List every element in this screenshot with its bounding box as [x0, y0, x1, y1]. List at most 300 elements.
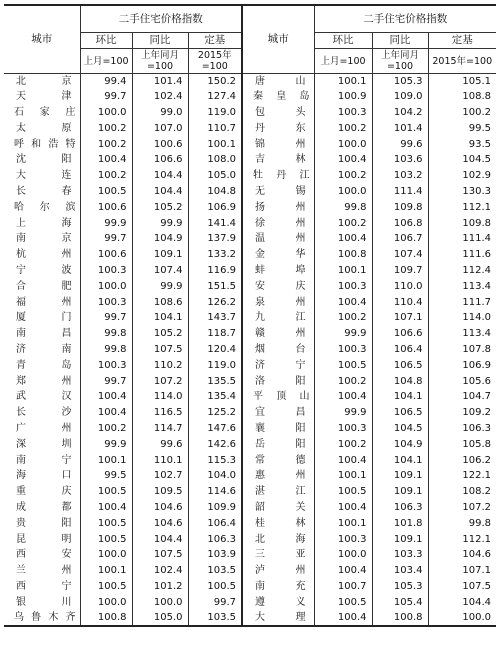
left-mom-cell: 100.4	[80, 389, 132, 405]
left-base-cell: 143.7	[188, 310, 242, 326]
left-base-cell: 114.6	[188, 484, 242, 500]
right-yoy-cell: 104.9	[372, 437, 428, 453]
left-mom-cell: 100.4	[80, 405, 132, 421]
right-yoy-cell: 104.5	[372, 421, 428, 437]
right-base-cell: 113.4	[462, 280, 492, 292]
left-base-cell: 142.6	[188, 437, 242, 453]
left-mom-cell: 100.5	[80, 184, 132, 200]
table-row	[4, 121, 496, 137]
left-mom-cell: 99.4	[80, 74, 132, 90]
left-yoy-cell: 105.2	[132, 200, 188, 216]
right-city-cell: 岳阳	[242, 437, 314, 453]
table-row	[4, 453, 496, 469]
table-row	[4, 200, 496, 216]
left-base-cell: 133.2	[188, 247, 242, 263]
table-row	[4, 500, 496, 516]
table-row	[4, 342, 496, 358]
left-city-cell: 长春	[4, 184, 80, 200]
left-mom-cell: 99.7	[80, 89, 132, 105]
table-row	[4, 295, 496, 311]
right-base-cell: 112.1	[462, 201, 492, 213]
right-mom-cell: 100.5	[314, 484, 372, 500]
left-base-cell: 103.9	[188, 547, 242, 563]
left-mom-cell: 100.0	[80, 105, 132, 121]
right-yoy-cell: 107.4	[372, 247, 428, 263]
right-mom-cell: 100.4	[314, 231, 372, 247]
left-yoy-cell: 110.1	[132, 453, 188, 469]
left-city-cell: 广州	[4, 421, 80, 437]
left-yoy-cell: 100.6	[132, 137, 188, 153]
table-row	[4, 484, 496, 500]
left-city-cell: 济南	[4, 342, 80, 358]
left-city-cell: 厦门	[4, 310, 80, 326]
right-yoy-cell: 110.4	[372, 295, 428, 311]
right-base-cell: 104.7	[462, 391, 492, 403]
left-city-cell: 重庆	[4, 484, 80, 500]
left-mom-cell: 100.1	[80, 563, 132, 579]
right-yoy-cell: 110.0	[372, 279, 428, 295]
right-city-cell: 扬州	[242, 200, 314, 216]
left-city-cell: 南昌	[4, 326, 80, 342]
left-yoy-cell: 106.6	[132, 152, 188, 168]
left-city-cell: 南宁	[4, 453, 80, 469]
left-yoy-cell: 110.2	[132, 358, 188, 374]
table-row	[4, 184, 496, 200]
table-row	[4, 579, 496, 595]
right-yoy-cell: 99.6	[372, 137, 428, 153]
right-yoy-cell: 107.1	[372, 310, 428, 326]
left-city-cell: 南京	[4, 231, 80, 247]
left-mom-cell: 100.1	[80, 453, 132, 469]
left-base-cell: 104.0	[188, 468, 242, 484]
right-city-cell: 徐州	[242, 216, 314, 232]
right-mom-cell: 100.4	[314, 563, 372, 579]
table-row	[4, 310, 496, 326]
left-base-cell: 147.6	[188, 421, 242, 437]
left-base-cell: 120.4	[188, 342, 242, 358]
right-city-cell: 韶关	[242, 500, 314, 516]
table-row	[4, 516, 496, 532]
left-yoy-cell: 107.2	[132, 374, 188, 390]
right-city-cell: 九江	[242, 310, 314, 326]
right-mom-cell: 100.4	[314, 295, 372, 311]
left-base-cell: 119.0	[188, 358, 242, 374]
right-yoy-cell: 104.2	[372, 105, 428, 121]
left-city-cell: 郑州	[4, 374, 80, 390]
right-city-cell: 无锡	[242, 184, 314, 200]
left-yoy-cell: 104.4	[132, 184, 188, 200]
right-base-cell: 109.2	[462, 407, 492, 419]
left-city-cell: 大连	[4, 168, 80, 184]
left-mom-cell: 100.6	[80, 200, 132, 216]
right-city-cell: 宜昌	[242, 405, 314, 421]
left-yoy-cell: 104.6	[132, 516, 188, 532]
right-base-cell: 130.3	[462, 185, 492, 197]
left-base-cell: 108.0	[188, 152, 242, 168]
right-yoy-cell: 106.3	[372, 500, 428, 516]
right-yoy-header: 同比	[372, 33, 428, 49]
right-mom-cell: 100.2	[314, 374, 372, 390]
left-yoy-cell: 108.6	[132, 295, 188, 311]
left-city-cell: 乌鲁木齐	[4, 611, 80, 627]
right-city-cell: 烟台	[242, 342, 314, 358]
right-city-cell: 牡丹江	[242, 168, 314, 184]
right-city-cell: 吉林	[242, 152, 314, 168]
table-row	[4, 421, 496, 437]
right-yoy-cell: 109.7	[372, 263, 428, 279]
right-base-subheader: 2015年=100	[428, 49, 496, 74]
left-yoy-cell: 105.2	[132, 326, 188, 342]
left-mom-cell: 100.2	[80, 421, 132, 437]
right-yoy-cell: 100.8	[372, 611, 428, 627]
right-base-cell: 112.1	[462, 533, 492, 545]
right-yoy-cell: 109.0	[372, 89, 428, 105]
right-base-cell: 111.7	[462, 296, 492, 308]
left-mom-cell: 100.5	[80, 516, 132, 532]
left-city-cell: 兰州	[4, 563, 80, 579]
right-mom-cell: 100.1	[314, 74, 372, 90]
right-mom-cell: 100.8	[314, 247, 372, 263]
right-city-cell: 洛阳	[242, 374, 314, 390]
left-mom-cell: 100.3	[80, 358, 132, 374]
left-yoy-cell: 107.5	[132, 342, 188, 358]
right-base-cell: 106.2	[462, 454, 492, 466]
right-city-cell: 安庆	[242, 279, 314, 295]
right-mom-cell: 100.1	[314, 263, 372, 279]
left-city-cell: 深圳	[4, 437, 80, 453]
table-row	[4, 74, 496, 90]
left-yoy-cell: 104.4	[132, 532, 188, 548]
table-row	[4, 437, 496, 453]
table-row	[4, 611, 496, 627]
right-city-cell: 秦皇岛	[242, 89, 314, 105]
right-base-cell: 100.2	[462, 106, 492, 118]
left-base-cell: 99.7	[188, 595, 242, 611]
left-city-cell: 宁波	[4, 263, 80, 279]
left-mom-cell: 100.3	[80, 295, 132, 311]
left-city-cell: 西宁	[4, 579, 80, 595]
right-city-cell: 三亚	[242, 547, 314, 563]
left-yoy-cell: 105.0	[132, 611, 188, 627]
right-base-cell: 106.9	[462, 359, 492, 371]
right-yoy-cell: 105.4	[372, 595, 428, 611]
left-yoy-cell: 104.9	[132, 231, 188, 247]
right-yoy-cell: 104.1	[372, 389, 428, 405]
right-mom-cell: 100.4	[314, 611, 372, 627]
left-mom-cell: 100.2	[80, 137, 132, 153]
right-base-cell: 107.8	[462, 343, 492, 355]
left-city-cell: 石家庄	[4, 105, 80, 121]
left-mom-cell: 99.7	[80, 374, 132, 390]
right-base-cell: 122.1	[462, 470, 492, 482]
left-mom-cell: 100.5	[80, 484, 132, 500]
left-city-cell: 福州	[4, 295, 80, 311]
right-yoy-cell: 111.4	[372, 184, 428, 200]
left-yoy-cell: 107.0	[132, 121, 188, 137]
right-base-cell: 105.1	[462, 75, 492, 87]
right-mom-cell: 100.1	[314, 516, 372, 532]
left-base-cell: 137.9	[188, 231, 242, 247]
left-city-cell: 上海	[4, 216, 80, 232]
left-mom-cell: 99.8	[80, 326, 132, 342]
right-base-cell: 111.6	[462, 249, 492, 261]
right-mom-cell: 100.3	[314, 105, 372, 121]
left-base-cell: 141.4	[188, 216, 242, 232]
left-yoy-cell: 102.4	[132, 89, 188, 105]
right-yoy-cell: 106.8	[372, 216, 428, 232]
left-base-header: 定基	[188, 33, 242, 49]
right-city-cell: 温州	[242, 231, 314, 247]
left-yoy-cell: 107.5	[132, 547, 188, 563]
left-yoy-cell: 99.6	[132, 437, 188, 453]
right-yoy-cell: 105.3	[372, 579, 428, 595]
right-city-cell: 襄阳	[242, 421, 314, 437]
right-mom-cell: 100.0	[314, 184, 372, 200]
right-city-cell: 唐山	[242, 74, 314, 90]
right-base-cell: 108.8	[462, 91, 492, 103]
right-city-cell: 济宁	[242, 358, 314, 374]
right-mom-cell: 100.1	[314, 468, 372, 484]
right-city-cell: 泸州	[242, 563, 314, 579]
right-city-cell: 赣州	[242, 326, 314, 342]
left-mom-cell: 100.0	[80, 547, 132, 563]
left-mom-cell: 99.7	[80, 231, 132, 247]
right-mom-cell: 100.0	[314, 137, 372, 153]
left-yoy-cell: 99.9	[132, 216, 188, 232]
table-row	[4, 468, 496, 484]
table-row	[4, 532, 496, 548]
left-mom-cell: 99.9	[80, 216, 132, 232]
left-base-cell: 106.3	[188, 532, 242, 548]
right-base-cell: 112.4	[462, 264, 492, 276]
right-city-header: 城市	[242, 5, 314, 74]
right-mom-header: 环比	[314, 33, 372, 49]
right-mom-cell: 100.3	[314, 532, 372, 548]
right-yoy-cell: 101.8	[372, 516, 428, 532]
right-mom-cell: 100.2	[314, 121, 372, 137]
left-base-cell: 126.2	[188, 295, 242, 311]
left-city-cell: 太原	[4, 121, 80, 137]
left-base-cell: 106.4	[188, 516, 242, 532]
table-row	[4, 358, 496, 374]
table-row	[4, 137, 496, 153]
right-base-cell: 99.5	[468, 122, 492, 134]
left-mom-cell: 100.6	[80, 247, 132, 263]
left-city-cell: 银川	[4, 595, 80, 611]
table-row	[4, 595, 496, 611]
left-base-cell: 127.4	[188, 89, 242, 105]
left-city-cell: 海口	[4, 468, 80, 484]
left-yoy-cell: 104.6	[132, 500, 188, 516]
left-mom-cell: 100.2	[80, 121, 132, 137]
right-mom-cell: 100.4	[314, 500, 372, 516]
left-mom-cell: 100.5	[80, 579, 132, 595]
table-row	[4, 231, 496, 247]
left-mom-cell: 99.8	[80, 342, 132, 358]
right-base-cell: 102.9	[462, 170, 492, 182]
left-mom-cell: 100.0	[80, 595, 132, 611]
right-yoy-cell: 103.6	[372, 152, 428, 168]
left-yoy-cell: 99.9	[132, 279, 188, 295]
right-base-cell: 109.8	[462, 217, 492, 229]
right-mom-cell: 99.8	[314, 200, 372, 216]
left-yoy-cell: 114.0	[132, 389, 188, 405]
right-yoy-cell: 101.4	[372, 121, 428, 137]
left-mom-cell: 100.4	[80, 500, 132, 516]
left-base-cell: 118.7	[188, 326, 242, 342]
left-mom-cell: 100.3	[80, 263, 132, 279]
left-base-cell: 115.3	[188, 453, 242, 469]
table-row	[4, 389, 496, 405]
right-yoy-cell: 103.4	[372, 563, 428, 579]
right-city-cell: 遵义	[242, 595, 314, 611]
right-mom-cell: 100.2	[314, 216, 372, 232]
right-yoy-cell: 105.3	[372, 74, 428, 90]
right-base-cell: 104.6	[462, 549, 492, 561]
right-yoy-cell: 104.1	[372, 453, 428, 469]
left-base-cell: 100.5	[188, 579, 242, 595]
left-mom-cell: 99.7	[80, 310, 132, 326]
right-city-cell: 丹东	[242, 121, 314, 137]
left-mom-subheader: 上月=100	[80, 49, 132, 74]
left-base-cell: 103.5	[188, 611, 242, 627]
left-mom-cell: 99.9	[80, 437, 132, 453]
right-mom-cell: 100.2	[314, 168, 372, 184]
left-yoy-cell: 109.5	[132, 484, 188, 500]
right-yoy-cell: 106.5	[372, 405, 428, 421]
left-base-cell: 119.0	[188, 105, 242, 121]
right-base-cell: 114.0	[462, 312, 492, 324]
right-city-cell: 金华	[242, 247, 314, 263]
left-city-cell: 西安	[4, 547, 80, 563]
right-mom-cell: 99.9	[314, 405, 372, 421]
right-city-cell: 锦州	[242, 137, 314, 153]
left-yoy-cell: 99.0	[132, 105, 188, 121]
left-mom-cell: 100.0	[80, 279, 132, 295]
left-base-cell: 135.4	[188, 389, 242, 405]
table-row	[4, 152, 496, 168]
right-city-cell: 泉州	[242, 295, 314, 311]
right-mom-cell: 100.2	[314, 437, 372, 453]
right-mom-cell: 100.2	[314, 310, 372, 326]
table-row	[4, 547, 496, 563]
left-yoy-cell: 101.4	[132, 74, 188, 90]
right-mom-cell: 100.3	[314, 421, 372, 437]
left-base-cell: 105.0	[188, 168, 242, 184]
left-yoy-header: 同比	[132, 33, 188, 49]
table-row	[4, 279, 496, 295]
right-city-cell: 包头	[242, 105, 314, 121]
left-city-cell: 哈尔滨	[4, 200, 80, 216]
table-row	[4, 247, 496, 263]
left-base-cell: 109.9	[188, 500, 242, 516]
right-mom-cell: 100.5	[314, 595, 372, 611]
left-city-cell: 杭州	[4, 247, 80, 263]
left-yoy-subheader: 上年同月=100	[132, 49, 188, 74]
right-base-cell: 107.2	[462, 501, 492, 513]
left-mom-cell: 100.2	[80, 168, 132, 184]
left-yoy-cell: 104.1	[132, 310, 188, 326]
left-mom-cell: 100.4	[80, 152, 132, 168]
right-yoy-cell: 106.7	[372, 231, 428, 247]
right-base-cell: 111.4	[462, 233, 492, 245]
table-row	[4, 89, 496, 105]
left-city-header: 城市	[4, 5, 80, 74]
right-mom-cell: 100.7	[314, 579, 372, 595]
left-yoy-cell: 109.1	[132, 247, 188, 263]
left-yoy-cell: 104.4	[132, 168, 188, 184]
left-city-cell: 武汉	[4, 389, 80, 405]
left-base-cell: 104.8	[188, 184, 242, 200]
right-base-cell: 100.0	[462, 611, 492, 623]
left-base-cell: 103.5	[188, 563, 242, 579]
right-base-cell: 99.8	[468, 517, 492, 529]
table-header	[4, 5, 496, 74]
right-yoy-subheader: 上年同月=100	[372, 49, 428, 74]
right-city-cell: 惠州	[242, 468, 314, 484]
right-mom-cell: 100.0	[314, 547, 372, 563]
left-yoy-cell: 102.7	[132, 468, 188, 484]
left-base-cell: 110.7	[188, 121, 242, 137]
right-city-cell: 平顶山	[242, 389, 314, 405]
right-base-cell: 105.8	[462, 438, 492, 450]
right-yoy-cell: 109.8	[372, 200, 428, 216]
table-row	[4, 105, 496, 121]
left-mom-cell: 100.5	[80, 532, 132, 548]
left-city-cell: 沈阳	[4, 152, 80, 168]
right-city-cell: 桂林	[242, 516, 314, 532]
left-base-cell: 151.5	[188, 279, 242, 295]
table-row	[4, 168, 496, 184]
right-base-cell: 93.5	[468, 138, 492, 150]
right-mom-cell: 100.5	[314, 358, 372, 374]
right-yoy-cell: 104.8	[372, 374, 428, 390]
right-group-title: 二手住宅价格指数	[314, 5, 496, 33]
left-base-cell: 106.9	[188, 200, 242, 216]
left-base-cell: 135.5	[188, 374, 242, 390]
left-city-cell: 呼和浩特	[4, 137, 80, 153]
right-mom-cell: 99.9	[314, 326, 372, 342]
right-city-cell: 蚌埠	[242, 263, 314, 279]
table-row	[4, 405, 496, 421]
left-city-cell: 昆明	[4, 532, 80, 548]
left-yoy-cell: 114.7	[132, 421, 188, 437]
left-group-title: 二手住宅价格指数	[80, 5, 242, 33]
left-city-cell: 青岛	[4, 358, 80, 374]
right-base-cell: 106.3	[462, 422, 492, 434]
left-base-cell: 116.9	[188, 263, 242, 279]
right-yoy-cell: 106.5	[372, 358, 428, 374]
left-city-cell: 北京	[4, 74, 80, 90]
right-mom-cell: 100.3	[314, 342, 372, 358]
right-base-cell: 104.5	[462, 154, 492, 166]
table-row	[4, 216, 496, 232]
right-mom-cell: 100.4	[314, 152, 372, 168]
price-index-table	[4, 4, 496, 627]
right-city-cell: 大理	[242, 611, 314, 627]
right-mom-cell: 100.9	[314, 89, 372, 105]
left-base-subheader: 2015年=100	[188, 49, 242, 74]
right-mom-subheader: 上月=100	[314, 49, 372, 74]
table-row	[4, 563, 496, 579]
right-base-cell: 108.2	[462, 486, 492, 498]
table-row	[4, 263, 496, 279]
price-index-table-container	[4, 4, 496, 660]
right-base-cell: 107.1	[462, 565, 492, 577]
left-base-cell: 100.1	[188, 137, 242, 153]
left-mom-cell: 100.8	[80, 611, 132, 627]
right-city-cell: 南充	[242, 579, 314, 595]
